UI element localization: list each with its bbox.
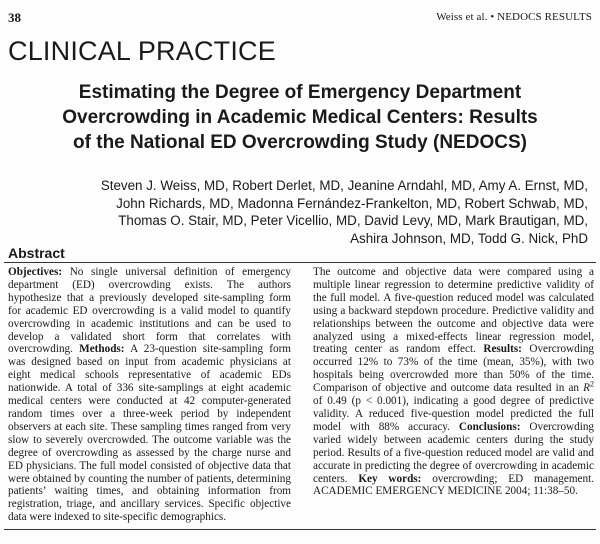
title-line: Overcrowding in Academic Medical Centers: Results — [62, 107, 538, 128]
objectives-label: Objectives: — [8, 266, 63, 278]
abstract-bottom-rule — [4, 529, 596, 530]
author-list — [28, 177, 588, 247]
abstract-paragraph — [313, 266, 594, 498]
results-text: Overcrowding occurred 12% to 73% of the time (mean, 35%), with two hospitals being overcrowded more than 50% of the time. Comparison of objective and outcome data resulted in an — [313, 343, 595, 395]
r-superscript: 2 — [590, 379, 594, 389]
keywords-label: Key words: — [358, 472, 422, 485]
abstract-top-rule — [4, 262, 596, 263]
section-label: CLINICAL PRACTICE — [8, 36, 276, 66]
article-title — [0, 80, 600, 155]
methods-label: Methods: — [79, 343, 125, 356]
results-label: Results: — [483, 343, 522, 356]
page-header — [8, 10, 592, 26]
author-line: John Richards, MD, Madonna Fernández-Frankelton, MD, Robert Schwab, MD, — [116, 195, 588, 211]
abstract-paragraph — [8, 266, 291, 524]
page-number: 38 — [8, 10, 21, 25]
conclusions-text: Overcrowding varied widely between academic centers during the study period. Results of a five-question reduced model are valid and accurate in predicting the degree of overcrowding in academic centers. — [313, 420, 595, 485]
methods-text: A 23-question site-sampling form was designed based on input from academic physicians at eight medical schools representative of academic EDs nationwide. A total of 336 site-samplings at eight academic medical centers were conducted at 42 computer-generated random times over a three-week period by independent observers at each site. These sampling times ranged from very slow to severely overcrowded. The outcome variable was the degree of overcrowding as assessed by the charge nurse and ED physicians. The full model consisted of objective data that were obtained by counting the number of patients, determining patients’ waiting times, and obtaining information from registration, triage, and ancillary services. Specific objective data were indexed to site-specific demographics. — [8, 343, 291, 524]
author-line: Ashira Johnson, MD, Todd G. Nick, PhD — [350, 230, 588, 246]
r-symbol: R — [583, 382, 590, 395]
abstract-heading: Abstract — [8, 245, 65, 261]
conclusions-label: Conclusions: — [458, 420, 521, 433]
methods-text-continued: The outcome and objective data were compared using a multiple linear regression to determine predictive validity of the full model. A five-question reduced model was calculated using a backward stepdown procedure. Predictive validity and relationships between the outcome and objective data were analyzed using a mixed-effects linear regression model, treating center as random effect. — [313, 266, 594, 356]
results-text-continued: of 0.49 (p < 0.001), indicating a good degree of predictive validity. A reduced five-question model predicted the full model with 88% accuracy. — [313, 395, 594, 433]
author-line: Steven J. Weiss, MD, Robert Derlet, MD, Jeanine Arndahl, MD, Amy A. Ernst, MD, — [100, 178, 588, 193]
title-line: of the National ED Overcrowding Study (NEDOCS) — [73, 132, 527, 153]
objectives-text: No single universal definition of emergency department (ED) overcrowding exists. The authors hypothesize that a previously developed site-sampling form for academic ED overcrowding is a valid model to quantify overcrowding in academic institutions and can be used to develop a validated short form that correlates with overcrowding. — [8, 266, 291, 356]
author-line: Thomas O. Stair, MD, Peter Vicellio, MD, David Levy, MD, Mark Brautigan, MD, — [118, 213, 588, 228]
abstract-column-right — [313, 266, 594, 524]
abstract-column-left — [8, 266, 291, 524]
keywords-text: overcrowding; ED management. ACADEMIC EMERGENCY MEDICINE 2004; 11:38–50. — [313, 472, 595, 498]
title-line: Estimating the Degree of Emergency Department — [78, 82, 522, 103]
running-head: Weiss et al. • NEDOCS RESULTS — [436, 11, 592, 23]
